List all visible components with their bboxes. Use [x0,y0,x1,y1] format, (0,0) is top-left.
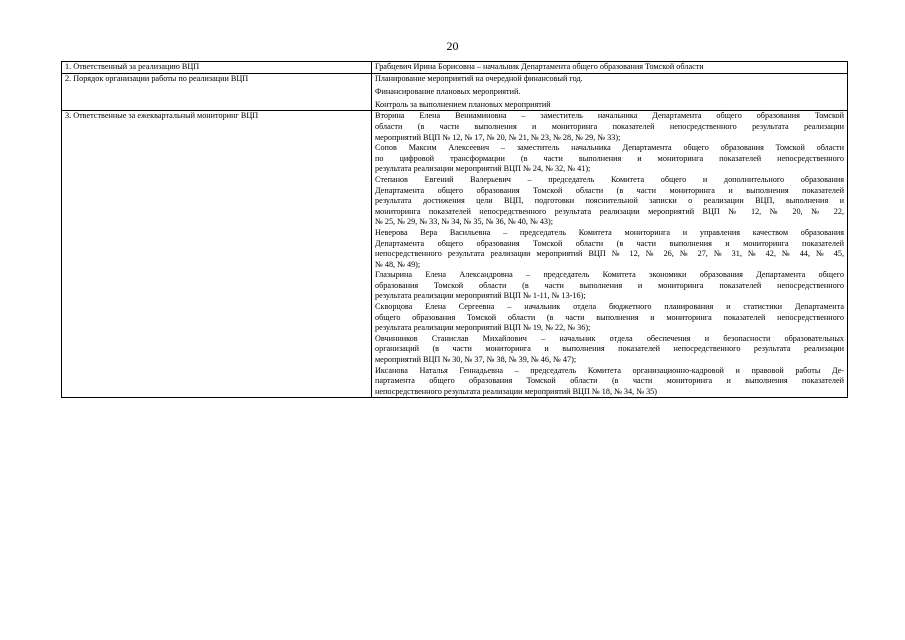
row-label: 2. Порядок организации работы по реализации ВЦП [65,73,249,83]
text-line: Глазырина Елена Александровна – председатель Комитета экономики образования Департамента общего [375,270,844,280]
row-value-cell [372,62,848,74]
text-line: Вторина Елена Вениаминовна – заместитель начальника Департамента общего образования Томской [375,111,844,121]
row-paragraph [375,228,844,270]
row-paragraph [375,74,844,85]
text-line: по цифровой трансформации (в части выполнения и мониторинга показателей непосредственного [375,153,844,163]
program-table-body [62,62,848,398]
text-line: области (в части выполнения и мониторинга показателей непосредственного результата реализации [375,121,844,131]
text-line: партамента общего образования Томской области (в части мониторинга и выполнения показателей [375,376,844,386]
row-paragraph [375,87,844,98]
row-paragraph [375,366,844,398]
row-paragraph [375,175,844,228]
row-paragraph [375,100,844,111]
table-row [62,111,848,398]
row-paragraph [375,302,844,334]
row-label-cell [62,111,372,398]
text-line: Контроль за выполнением плановых мероприятий [375,99,551,109]
row-paragraph [375,111,844,143]
table-row [62,62,848,74]
page-number: 20 [446,39,459,53]
text-line: Степанов Евгений Валерьевич – председатель Комитета общего и дополнительного образования [375,174,844,184]
text-line: мероприятий ВЦП № 12, № 17, № 20, № 21, № 23, № 28, № 29, № 33); [375,132,621,142]
text-line: образования Томской области (в части выполнения и мониторинга показателей непосредственного [375,280,844,290]
text-line: № 25, № 29, № 33, № 34, № 35, № 36, № 40, № 43); [375,217,554,227]
text-line: результата достижения цели ВЦП, подготовки пояснительной записки о реализации ВЦП, выполнения и [375,196,844,206]
row-paragraph [375,270,844,302]
text-line: Скворцова Елена Сергеевна – начальник отдела бюджетного планирования и статистики Департамента [375,302,844,312]
row-value-cell [372,111,848,398]
text-line: непосредственного результата реализации мероприятий ВЦП № 12, № 26, № 27, № 31, № 42, № 44, № 45, [375,249,844,259]
row-value-cell [372,73,848,111]
text-line: Финансирование плановых мероприятий. [375,86,521,96]
row-label-cell [62,62,372,74]
text-line: общего образования Томской области (в части выполнения и мониторинга показателей непосредственного [375,312,844,322]
row-label-cell [62,73,372,111]
text-line: результата реализации мероприятий ВЦП № 19, № 22, № 36); [375,323,591,333]
text-line: Иксанова Наталья Геннадьевна – председатель Комитета организационно-кадровой и правовой работы Де- [375,365,844,375]
text-line: непосредственного результата реализации мероприятий ВЦП № 18, № 34, № 35) [375,386,657,396]
row-label: 3. Ответственные за ежеквартальный мониторинг ВЦП [65,111,259,121]
row-paragraph [375,334,844,366]
text-line: Неверова Вера Васильевна – председатель Комитета мониторинга и управления качеством образования [375,227,844,237]
table-row [62,73,848,111]
row-paragraph [375,143,844,175]
text-line: Грабцевич Ирина Борисовна – начальник Департамента общего образования Томской области [375,62,704,71]
text-line: Планирование мероприятий на очередной финансовый год. [375,73,583,83]
row-paragraph [375,62,844,73]
text-line: результата реализации мероприятий ВЦП № 24, № 32, № 41); [375,164,591,174]
text-line: мероприятий ВЦП № 30, № 37, № 38, № 39, № 46, № 47); [375,355,577,365]
text-line: результата реализации мероприятий ВЦП № 1-11, № 13-16); [375,291,586,301]
row-label: 1. Ответственный за реализацию ВЦП [65,62,200,71]
text-line: № 48, № 49); [375,259,421,269]
text-line: мониторинга показателей непосредственного результата реализации мероприятий ВЦП № 12, № 20, № 22, [375,206,844,216]
program-table [61,61,848,398]
text-line: организаций (в части мониторинга и выполнения показателей непосредственного результата реализации [375,344,844,354]
text-line: Департамента общего образования Томской области (в части выполнения и мониторинга показателей [375,238,844,248]
text-line: Департамента общего образования Томской области (в части мониторинга и выполнения показателей [375,185,844,195]
text-line: Сопов Максим Алексеевич – заместитель начальника Департамента общего образования Томской области [375,143,844,153]
text-line: Овчинников Станислав Михайлович – начальник отдела обеспечения и безопасности образовательных [375,333,844,343]
